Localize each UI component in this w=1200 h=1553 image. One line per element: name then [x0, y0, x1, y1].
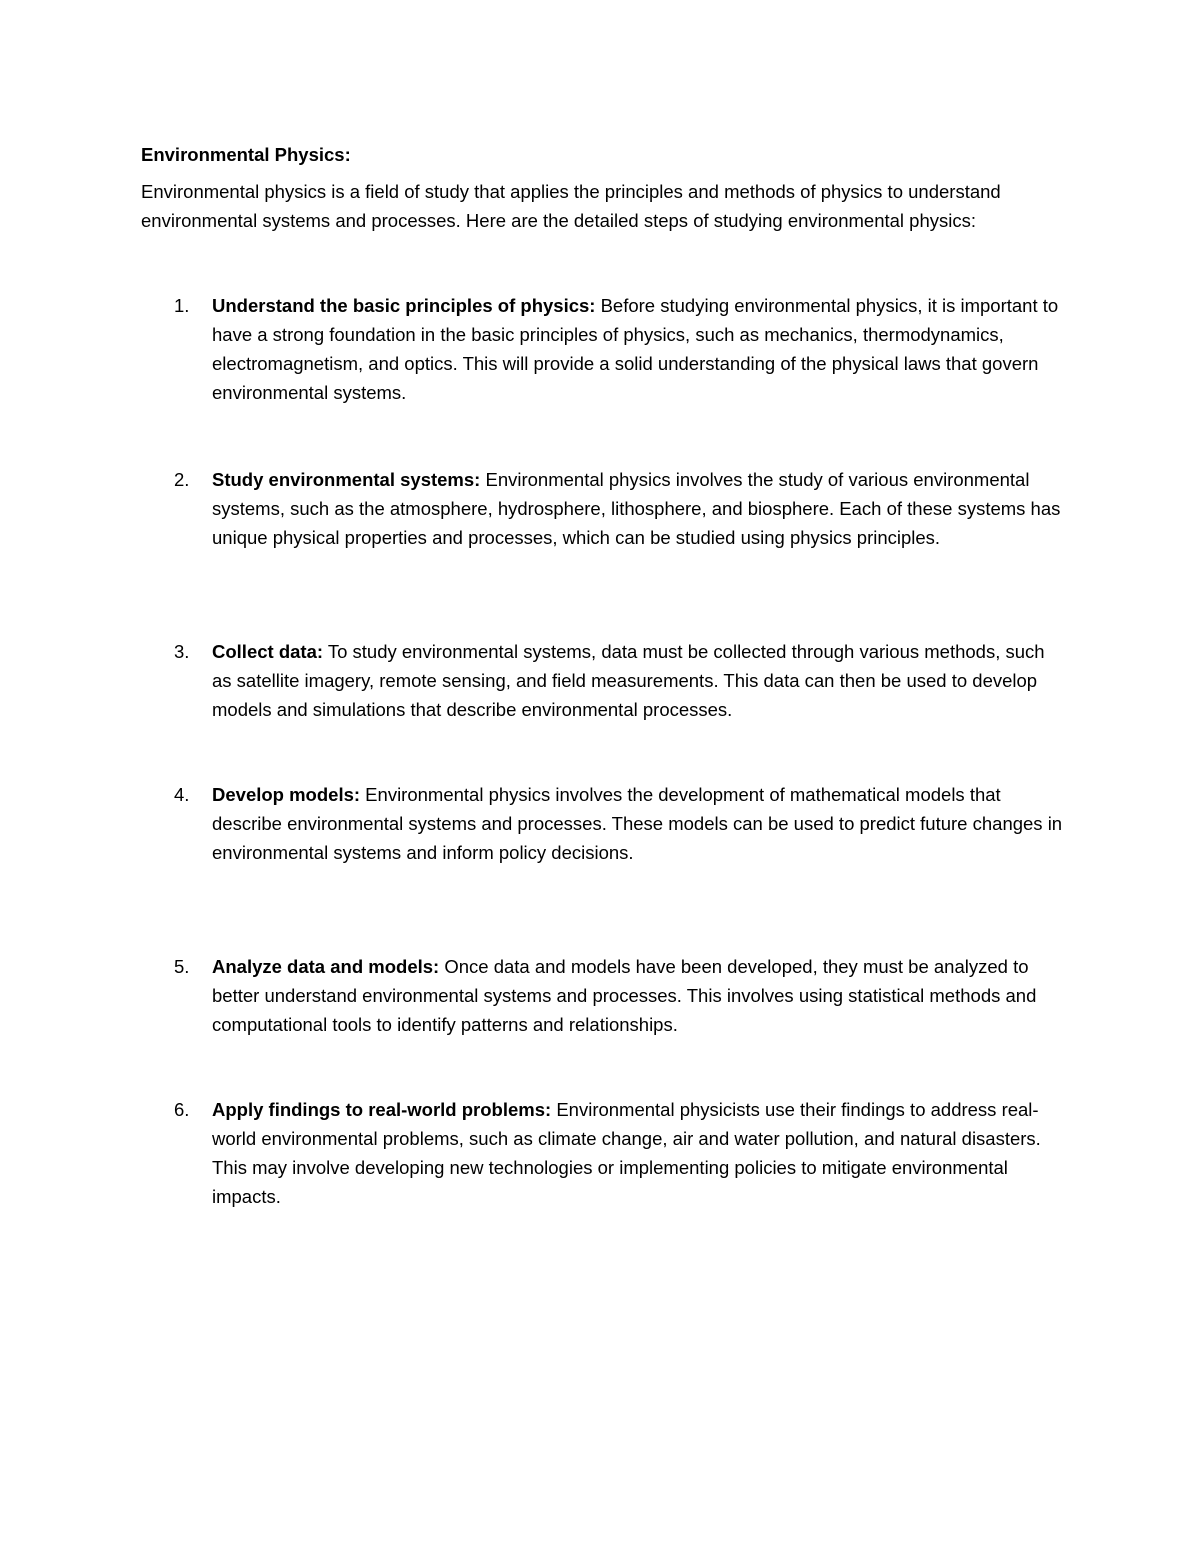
step-number: 4. — [174, 784, 190, 805]
list-item — [141, 291, 1066, 407]
step-number: 1. — [174, 295, 190, 316]
step-text: Environmental physics involves the study of various environmental systems, such as the atmosphere, hydrosphere, lithosphere, and biosphere. Each of these systems has unique physical properties and processes, which can be studied using physics principles. — [212, 469, 1061, 548]
steps-list — [141, 291, 1066, 1211]
step-heading: Study environmental systems: — [212, 469, 481, 490]
list-item — [141, 465, 1066, 552]
step-number: 2. — [174, 469, 190, 490]
step-heading: Collect data: — [212, 641, 324, 662]
step-heading: Develop models: — [212, 784, 361, 805]
list-item — [141, 952, 1066, 1039]
intro-paragraph: Environmental physics is a field of study that applies the principles and methods of physics to understand environmental systems and processes. Here are the detailed steps of studying environmental physics: — [141, 181, 1001, 231]
step-heading: Apply findings to real-world problems: — [212, 1099, 552, 1120]
step-text: Environmental physicists use their findings to address real-world environmental problems, such as climate change, air and water pollution, and natural disasters. This may involve developing new technologies or implementing policies to mitigate environmental impacts. — [212, 1099, 1041, 1207]
list-item — [141, 1095, 1066, 1211]
step-number: 3. — [174, 641, 190, 662]
step-number: 6. — [174, 1099, 190, 1120]
document-content — [141, 140, 1066, 1211]
step-number: 5. — [174, 956, 190, 977]
step-text: Once data and models have been developed, they must be analyzed to better understand environmental systems and processes. This involves using statistical methods and computational tools to identify patterns and relationships. — [212, 956, 1037, 1035]
list-item — [141, 780, 1066, 867]
step-heading: Understand the basic principles of physics: — [212, 295, 596, 316]
step-heading: Analyze data and models: — [212, 956, 440, 977]
list-item — [141, 637, 1066, 724]
step-text: Before studying environmental physics, it is important to have a strong foundation in the basic principles of physics, such as mechanics, thermodynamics, electromagnetism, and optics. This will provide a solid understanding of the physical laws that govern environmental systems. — [212, 295, 1059, 403]
step-text: Environmental physics involves the development of mathematical models that describe environmental systems and processes. These models can be used to predict future changes in environmental systems and inform policy decisions. — [212, 784, 1063, 863]
document-title: Environmental Physics: — [141, 144, 351, 165]
step-text: To study environmental systems, data must be collected through various methods, such as satellite imagery, remote sensing, and field measurements. This data can then be used to develop models and simulations that describe environmental processes. — [212, 641, 1045, 720]
